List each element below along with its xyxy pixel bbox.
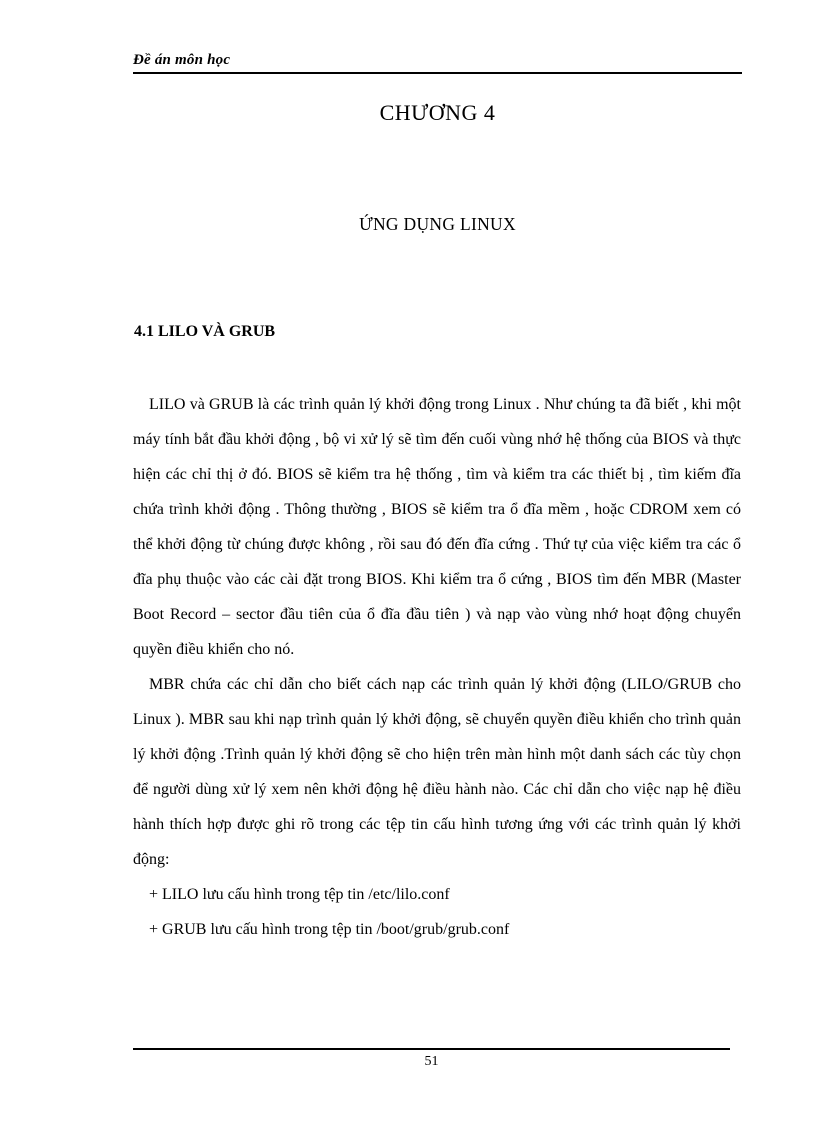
list-item-lilo: + LILO lưu cấu hình trong tệp tin /etc/lilo.conf [149, 886, 450, 903]
paragraph-1: LILO và GRUB là các trình quản lý khởi động trong Linux . Như chúng ta đã biết , khi một máy tính bắt đầu khởi động , bộ vi xử lý sẽ tìm đến cuối vùng nhớ hệ thống của BIOS và thực hiện các chỉ thị ở đó. BIOS sẽ kiểm tra hệ thống , tìm và kiểm tra các thiết bị , tìm kiếm đĩa chứa trình khởi động . Thông thường , BIOS sẽ kiểm tra ổ đĩa mềm , hoặc CDROM xem có thể khởi động từ chúng được không , rồi sau đó đến đĩa cứng . Thứ tự của việc kiểm tra các ổ đĩa phụ thuộc vào các cài đặt trong BIOS. Khi kiểm tra ổ cứng , BIOS tìm đến MBR (Master Boot Record – sector đầu tiên của ổ đĩa đầu tiên ) và nạp vào vùng nhớ hoạt động chuyển quyền điều khiển cho nó. [133, 396, 741, 658]
list-item-grub: + GRUB lưu cấu hình trong tệp tin /boot/grub/grub.conf [149, 921, 510, 938]
paragraph-2: MBR chứa các chỉ dẫn cho biết cách nạp các trình quản lý khởi động (LILO/GRUB cho Linux ). MBR sau khi nạp trình quản lý khởi động, sẽ chuyển quyền điều khiển cho trình quản lý khởi động .Trình quản lý khởi động sẽ cho hiện trên màn hình một danh sách các tùy chọn để người dùng xử lý xem nên khởi động hệ điều hành nào. Các chỉ dẫn cho việc nạp hệ điều hành thích hợp được ghi rõ trong các tệp tin cấu hình tương ứng với các trình quản lý khởi động: [133, 676, 741, 868]
running-header: Đề án môn học [133, 52, 231, 68]
section-heading: 4.1 LILO VÀ GRUB [134, 323, 276, 340]
header-divider [133, 72, 742, 74]
footer-divider [133, 1048, 730, 1050]
body-text [133, 387, 741, 947]
chapter-number: CHƯƠNG 4 [379, 100, 496, 125]
page-number: 51 [424, 1054, 439, 1069]
chapter-title: ỨNG DỤNG LINUX [359, 214, 516, 234]
